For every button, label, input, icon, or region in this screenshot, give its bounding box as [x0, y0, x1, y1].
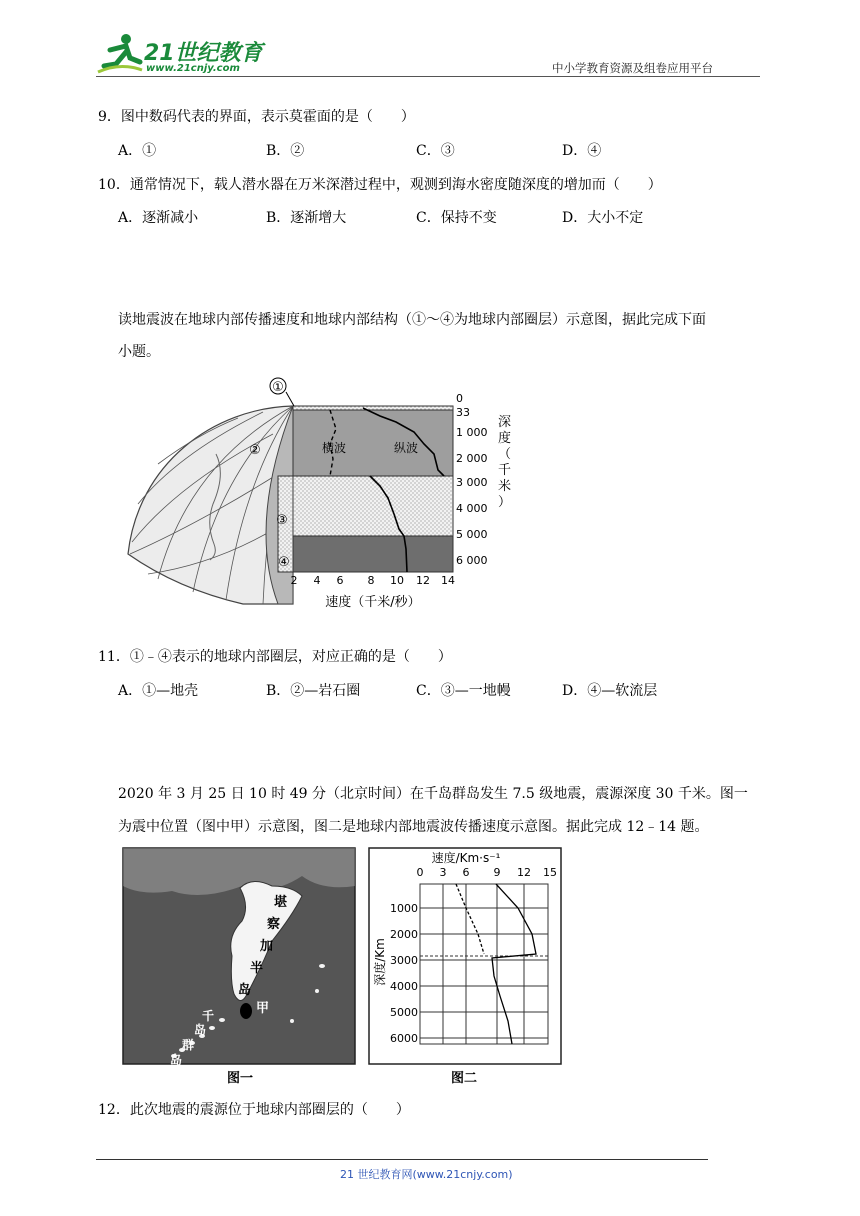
layer-outer-core [293, 476, 453, 536]
epicenter-label: 甲 [256, 1001, 270, 1016]
footer-divider [96, 1159, 708, 1160]
svg-text:3000: 3000 [390, 954, 418, 967]
svg-text:3 000: 3 000 [456, 476, 488, 489]
svg-text:半: 半 [250, 961, 264, 976]
q9-stem: 9．图中数码代表的界面，表示莫霍面的是（ ） [98, 109, 415, 125]
svg-text:4: 4 [313, 574, 321, 587]
footer-text[interactable]: 21 世纪教育网(www.21cnjy.com) [340, 1168, 513, 1181]
s-wave-label: 横波 [322, 441, 347, 455]
svg-text:岛: 岛 [238, 983, 252, 998]
platform-name: 中小学教育资源及组卷应用平台 [552, 61, 713, 75]
intro2-line1: 2020 年 3 月 25 日 10 时 49 分（北京时间）在千岛群岛发生 7.5 级地震，震源深度 30 千米。图一 [118, 786, 748, 802]
q9-option-d[interactable]: D．④ [562, 143, 602, 159]
layer-inner-core [293, 536, 453, 572]
svg-text:5000: 5000 [390, 1006, 418, 1019]
q10-option-a[interactable]: A．逐渐减小 [118, 210, 199, 226]
q10-option-c[interactable]: C．保持不变 [416, 210, 497, 226]
chart-title: 速度/Km·s⁻¹ [431, 851, 501, 865]
layer-crust-strip [293, 406, 453, 410]
q11-stem: 11．①﹣④表示的地球内部圈层，对应正确的是（ ） [98, 649, 452, 665]
svg-text:（: （ [498, 447, 512, 462]
p-wave-label: 纵波 [394, 441, 419, 455]
svg-text:14: 14 [441, 574, 455, 587]
q11-option-c[interactable]: C．③—一地幔 [416, 683, 511, 699]
svg-text:8: 8 [367, 574, 375, 587]
svg-text:6 000: 6 000 [456, 554, 488, 567]
q9-option-b[interactable]: B．② [266, 143, 305, 159]
svg-text:深: 深 [498, 415, 512, 430]
chart-caption: 图二 [450, 1071, 478, 1086]
epicenter-dot [240, 1003, 252, 1019]
layer-mantle [293, 406, 453, 476]
svg-text:10: 10 [390, 574, 404, 587]
svg-text:2000: 2000 [390, 928, 418, 941]
svg-text:6: 6 [462, 866, 470, 879]
q10-option-b[interactable]: B．逐渐增大 [266, 210, 347, 226]
svg-text:4 000: 4 000 [456, 502, 488, 515]
speed-axis-label: 速度（千米/秒） [325, 595, 421, 610]
figure2-map [122, 846, 358, 1090]
svg-text:岛: 岛 [170, 1053, 183, 1067]
svg-text:）: ） [498, 495, 512, 510]
svg-text:5 000: 5 000 [456, 528, 488, 541]
q12-stem: 12．此次地震的震源位于地球内部圈层的（ ） [98, 1102, 410, 1118]
svg-text:2 000: 2 000 [456, 452, 488, 465]
svg-text:1 000: 1 000 [456, 426, 488, 439]
svg-text:千: 千 [498, 463, 512, 478]
depth-ticks [456, 392, 488, 567]
svg-text:6: 6 [336, 574, 344, 587]
q10-stem: 10．通常情况下，载人潜水器在万米深潜过程中，观测到海水密度随深度的增加而（ ） [98, 177, 662, 193]
svg-text:0: 0 [456, 392, 463, 405]
svg-text:12: 12 [416, 574, 430, 587]
svg-text:千: 千 [202, 1009, 215, 1023]
svg-text:察: 察 [267, 917, 281, 932]
svg-text:0: 0 [416, 866, 424, 879]
svg-text:9: 9 [493, 866, 501, 879]
svg-text:6000: 6000 [390, 1032, 418, 1045]
svg-text:岛: 岛 [194, 1023, 207, 1037]
map-caption: 图一 [226, 1071, 254, 1086]
q11-option-a[interactable]: A．①—地壳 [118, 683, 199, 699]
logo-text: 21世纪教育 [144, 41, 263, 66]
svg-text:度: 度 [498, 431, 512, 446]
q10-option-d[interactable]: D．大小不定 [562, 210, 644, 226]
mark-4: ④ [278, 555, 290, 570]
figure1-earth-structure [118, 374, 518, 614]
q9-option-c[interactable]: C．③ [416, 143, 455, 159]
q11-option-b[interactable]: B．②—岩石圈 [266, 683, 361, 699]
speed-ticks [291, 574, 456, 587]
svg-text:米: 米 [498, 479, 512, 494]
q11-option-d[interactable]: D．④—软流层 [562, 683, 658, 699]
depth-axis-label [498, 415, 511, 510]
svg-text:15: 15 [543, 866, 557, 879]
svg-text:1000: 1000 [390, 902, 418, 915]
chart-depth-label: 深度/Km [373, 938, 387, 986]
mark-2: ② [249, 443, 261, 458]
header-divider [96, 76, 760, 77]
svg-text:加: 加 [260, 939, 274, 954]
logo-runner-icon [96, 32, 144, 76]
intro1-line2: 小题。 [118, 344, 160, 360]
mark-1: ① [272, 380, 284, 395]
svg-text:12: 12 [517, 866, 531, 879]
intro1-line1: 读地震波在地球内部传播速度和地球内部结构（①～④为地球内部圈层）示意图，据此完成下面 [118, 312, 706, 328]
svg-text:2: 2 [290, 574, 298, 587]
svg-text:3: 3 [439, 866, 447, 879]
svg-text:33: 33 [456, 406, 470, 419]
intro2-line2: 为震中位置（图中甲）示意图，图二是地球内部地震波传播速度示意图。据此完成 12﹣14 题。 [118, 819, 709, 835]
logo-url: www.21cnjy.com [146, 63, 240, 74]
mark-3: ③ [276, 513, 288, 528]
svg-text:堪: 堪 [274, 895, 288, 910]
svg-text:群: 群 [182, 1038, 195, 1052]
q9-option-a[interactable]: A．① [118, 143, 157, 159]
figure2-velocity-chart [368, 846, 564, 1090]
svg-text:4000: 4000 [390, 980, 418, 993]
